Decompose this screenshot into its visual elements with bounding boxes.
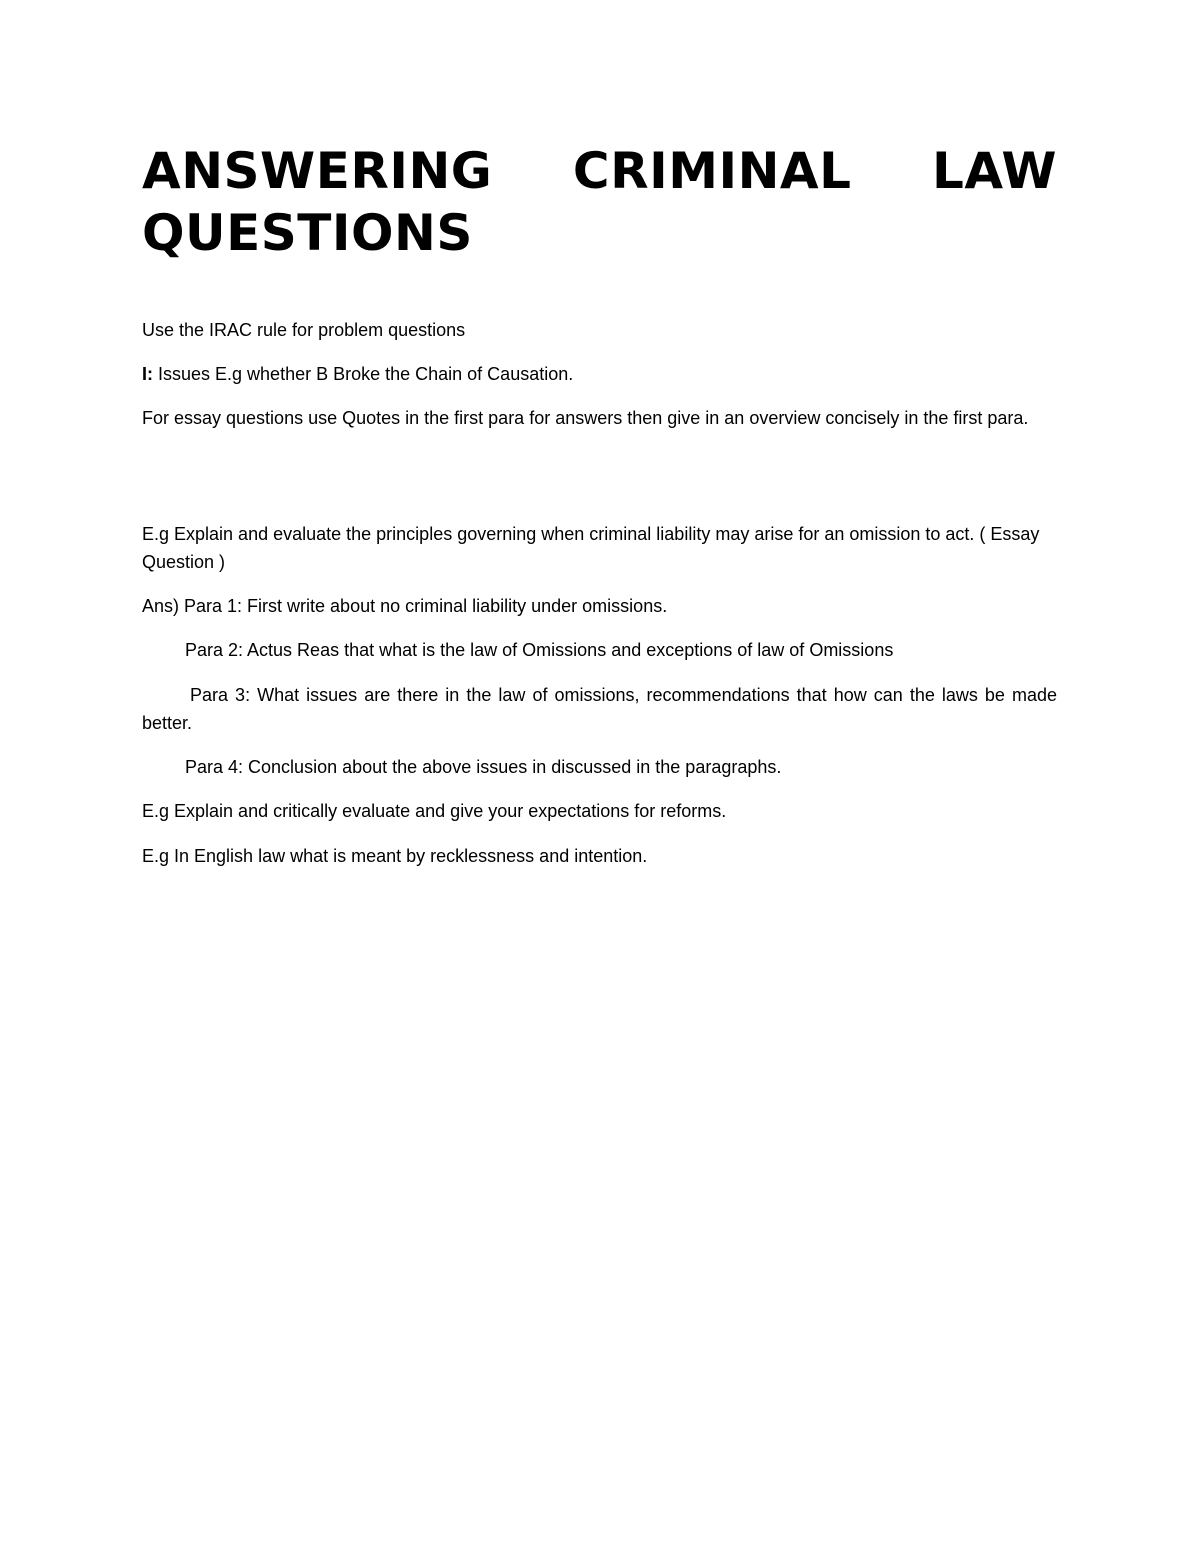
issue-label: I: [142, 364, 153, 384]
answer-para-2: Para 2: Actus Reas that what is the law of Omissions and exceptions of law of Omissions [185, 640, 894, 660]
answer-para-1: Ans) Para 1: First write about no criminal liability under omissions. [142, 596, 668, 616]
issue-paragraph [142, 360, 1057, 388]
essay-tip-paragraph: For essay questions use Quotes in the first para for answers then give in an overview concisely in the first para. [142, 408, 1029, 428]
issue-text: Issues E.g whether B Broke the Chain of Causation. [153, 364, 574, 384]
example-question-3: E.g In English law what is meant by recklessness and intention. [142, 846, 648, 866]
answer-para-4: Para 4: Conclusion about the above issues in discussed in the paragraphs. [185, 757, 782, 777]
document-content [142, 140, 1057, 866]
answer-para-3: Para 3: What issues are there in the law of omissions, recommendations that how can the laws be made better. [142, 685, 1057, 733]
example-question-1: E.g Explain and evaluate the principles governing when criminal liability may arise for an omission to act. ( Essay Question ) [142, 524, 1040, 572]
intro-paragraph: Use the IRAC rule for problem questions [142, 320, 466, 340]
document-title: ANSWERING CRIMINAL LAW QUESTIONS [142, 142, 1057, 262]
example-question-2: E.g Explain and critically evaluate and give your expectations for reforms. [142, 801, 727, 821]
